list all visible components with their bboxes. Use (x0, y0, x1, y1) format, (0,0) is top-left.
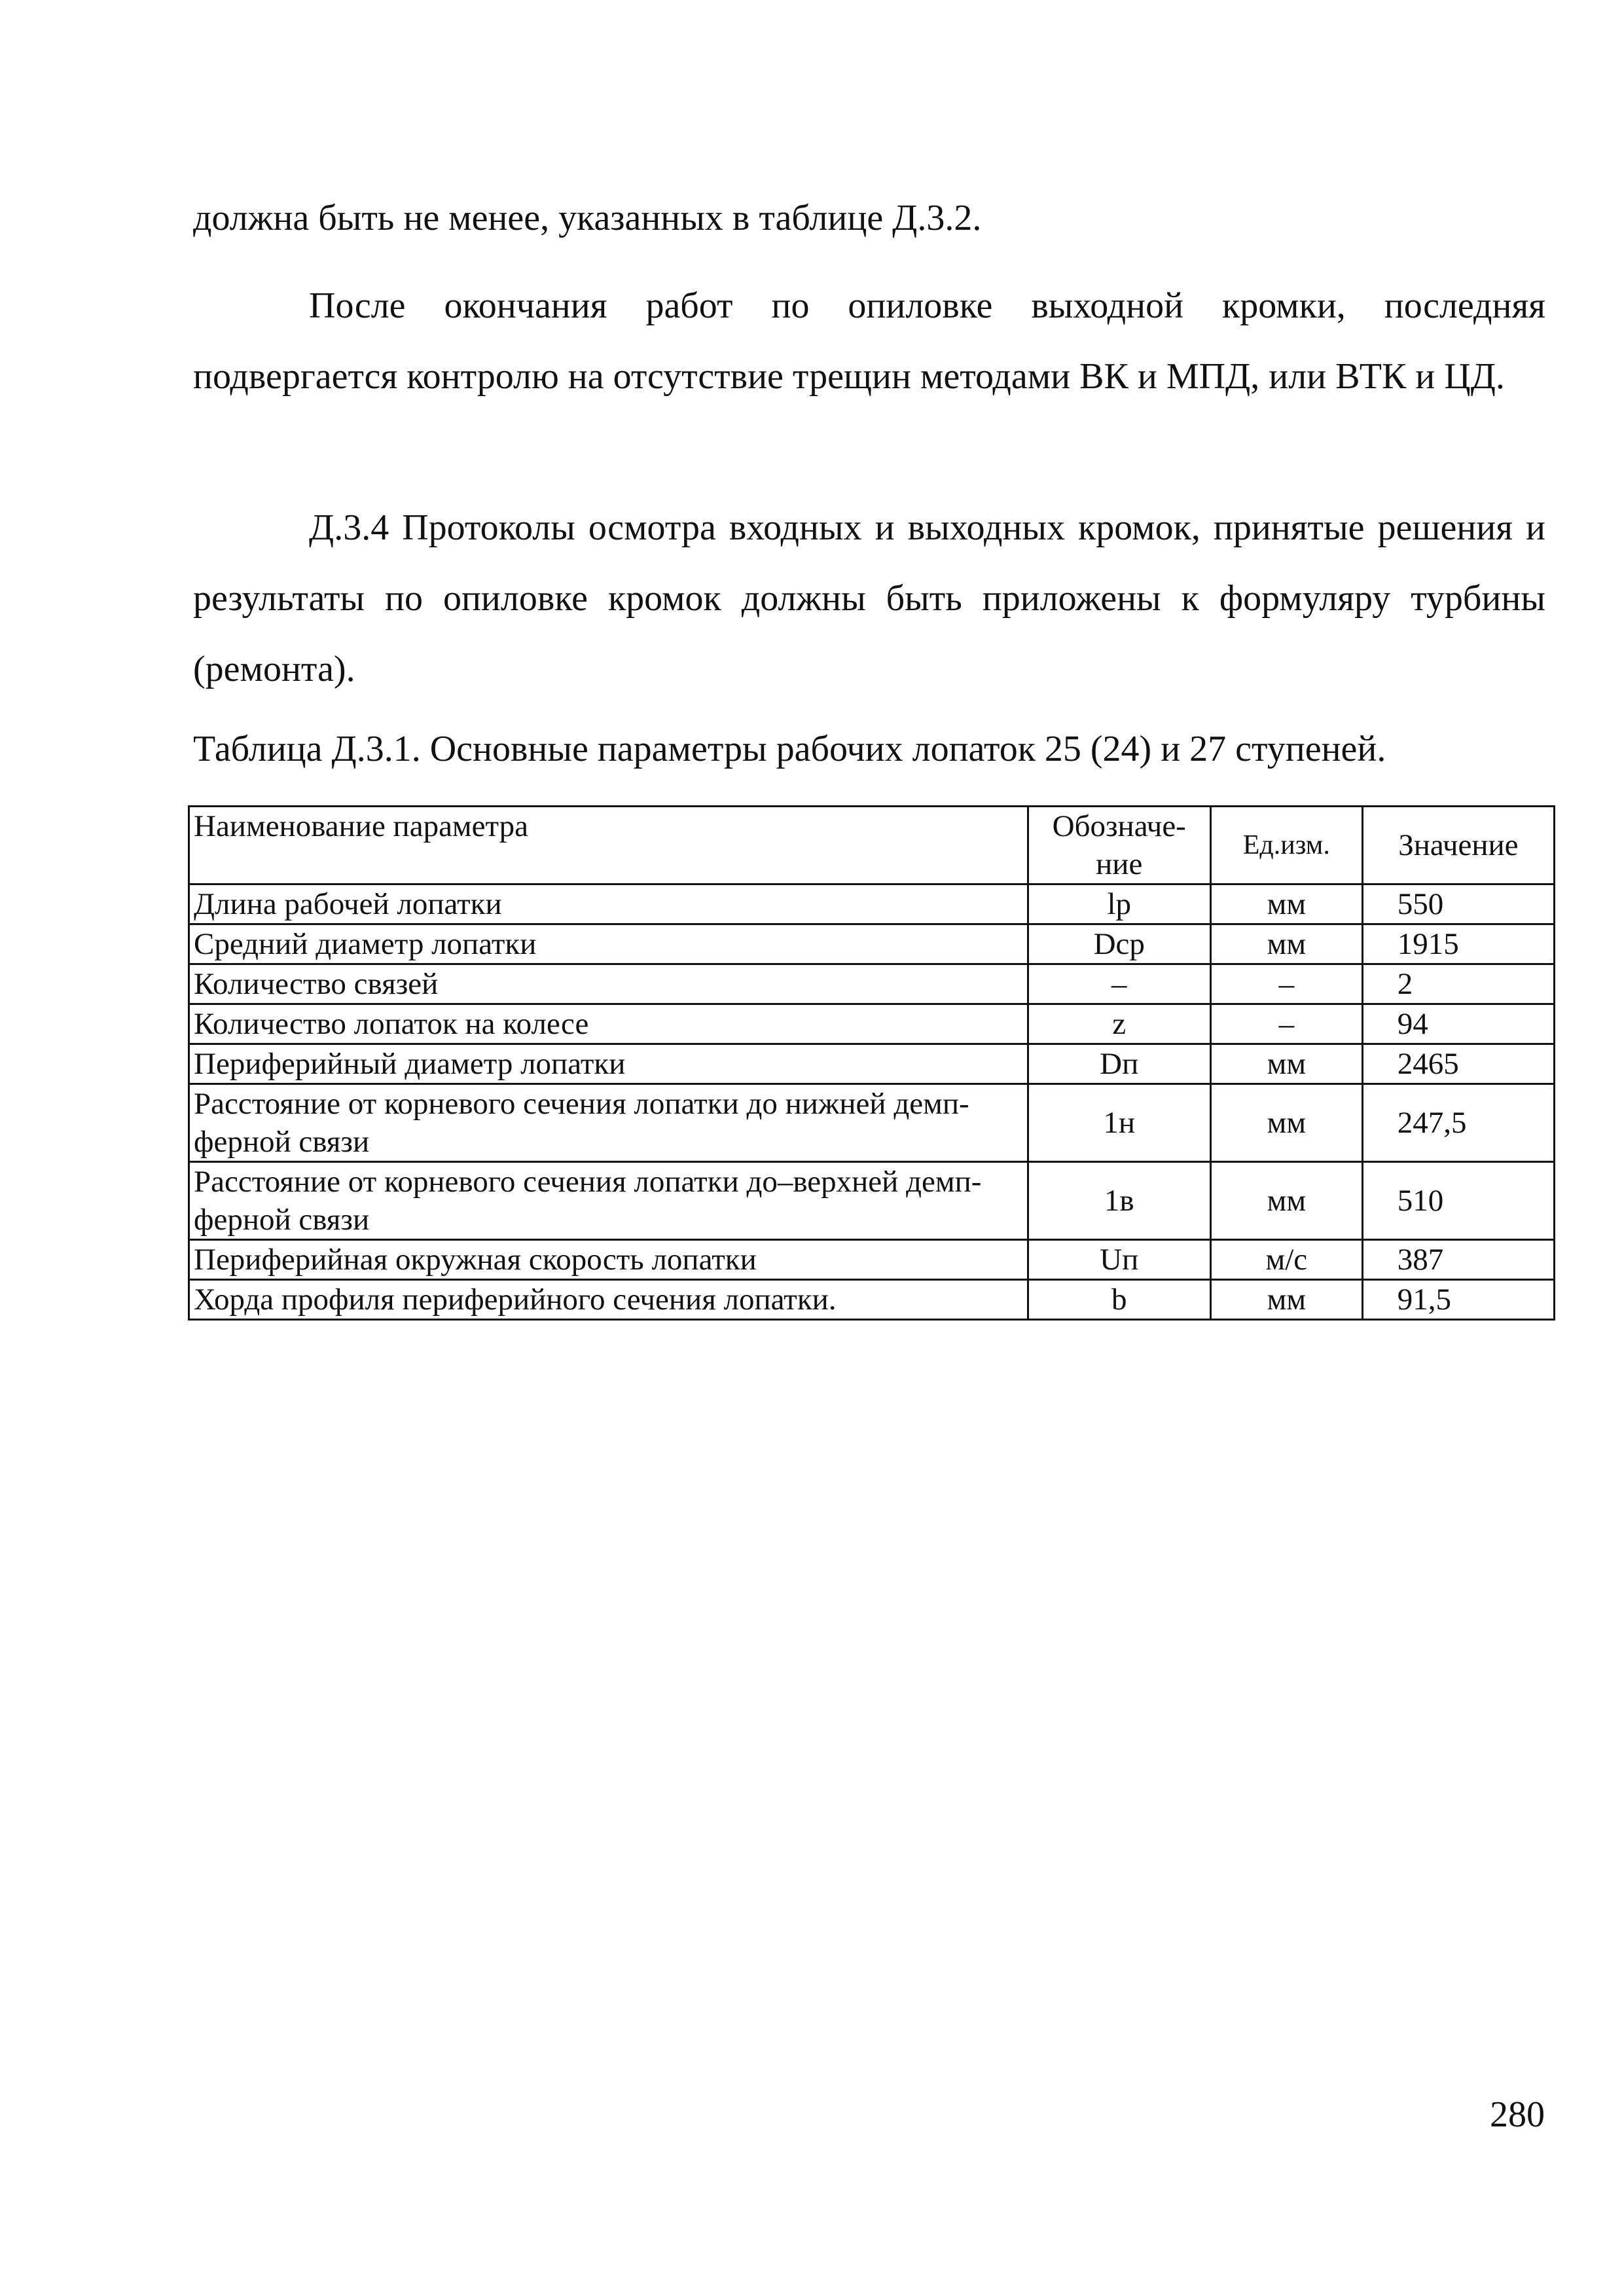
header-unit: Ед.изм. (1210, 807, 1362, 884)
cell-value: 247,5 (1362, 1084, 1554, 1162)
cell-symbol: b (1028, 1280, 1210, 1320)
blade-parameters-table (188, 805, 1555, 1321)
cell-unit: – (1210, 1004, 1362, 1044)
cell-unit: мм (1210, 1084, 1362, 1162)
table-row (189, 924, 1555, 964)
cell-value: 510 (1362, 1162, 1554, 1240)
cell-name: Периферийный диаметр лопатки (189, 1044, 1028, 1084)
table-row (189, 1280, 1555, 1320)
table-header-row (189, 807, 1555, 884)
cell-symbol: Dп (1028, 1044, 1210, 1084)
paragraph-edge-inspection (193, 270, 1545, 412)
cell-value: 91,5 (1362, 1280, 1554, 1320)
cell-value: 387 (1362, 1240, 1554, 1280)
header-parameter-name: Наименование параметра (189, 807, 1028, 884)
paragraph-text: должна быть не менее, указанных в таблице Д.3.2. (193, 198, 982, 238)
paragraph-text: Д.3.4 Протоколы осмотра входных и выходных кромок, принятые решения и результаты по опиловке кромок должны быть приложены к формуляру турбины (ремонта). (193, 507, 1545, 689)
table-row (189, 964, 1555, 1004)
header-value: Значение (1362, 807, 1554, 884)
cell-unit: мм (1210, 884, 1362, 924)
cell-unit: мм (1210, 1280, 1362, 1320)
cell-unit: мм (1210, 1162, 1362, 1240)
cell-symbol: – (1028, 964, 1210, 1004)
table-row (189, 884, 1555, 924)
cell-symbol: Dср (1028, 924, 1210, 964)
cell-unit: мм (1210, 924, 1362, 964)
cell-symbol: Uп (1028, 1240, 1210, 1280)
table-caption: Таблица Д.3.1. Основные параметры рабочих лопаток 25 (24) и 27 ступеней. (193, 729, 1386, 769)
cell-name: Периферийная окружная скорость лопатки (189, 1240, 1028, 1280)
cell-unit: – (1210, 964, 1362, 1004)
table-row (189, 1240, 1555, 1280)
page-number: 280 (1490, 2094, 1545, 2135)
cell-name: Длина рабочей лопатки (189, 884, 1028, 924)
paragraph-continuation (193, 183, 1545, 253)
cell-value: 1915 (1362, 924, 1554, 964)
header-symbol: Обозначе-ние (1028, 807, 1210, 884)
paragraph-text: После окончания работ по опиловке выходной кромки, последняя подвергается контролю на отсутствие трещин методами ВК и МПД, или ВТК и ЦД. (193, 285, 1545, 397)
table-row (189, 1084, 1555, 1162)
cell-value: 2 (1362, 964, 1554, 1004)
paragraph-d-3-4 (193, 492, 1545, 704)
cell-name: Средний диаметр лопатки (189, 924, 1028, 964)
cell-value: 94 (1362, 1004, 1554, 1044)
table-row (189, 1162, 1555, 1240)
cell-symbol: 1в (1028, 1162, 1210, 1240)
cell-symbol: lр (1028, 884, 1210, 924)
cell-name: Количество лопаток на колесе (189, 1004, 1028, 1044)
cell-unit: мм (1210, 1044, 1362, 1084)
cell-value: 2465 (1362, 1044, 1554, 1084)
cell-symbol: 1н (1028, 1084, 1210, 1162)
cell-name: Расстояние от корневого сечения лопатки до–верхней демп-ферной связи (189, 1162, 1028, 1240)
cell-value: 550 (1362, 884, 1554, 924)
table-row (189, 1044, 1555, 1084)
cell-symbol: z (1028, 1004, 1210, 1044)
cell-name: Расстояние от корневого сечения лопатки до нижней демп-ферной связи (189, 1084, 1028, 1162)
cell-unit: м/с (1210, 1240, 1362, 1280)
cell-name: Количество связей (189, 964, 1028, 1004)
cell-name: Хорда профиля периферийного сечения лопатки. (189, 1280, 1028, 1320)
table-row (189, 1004, 1555, 1044)
